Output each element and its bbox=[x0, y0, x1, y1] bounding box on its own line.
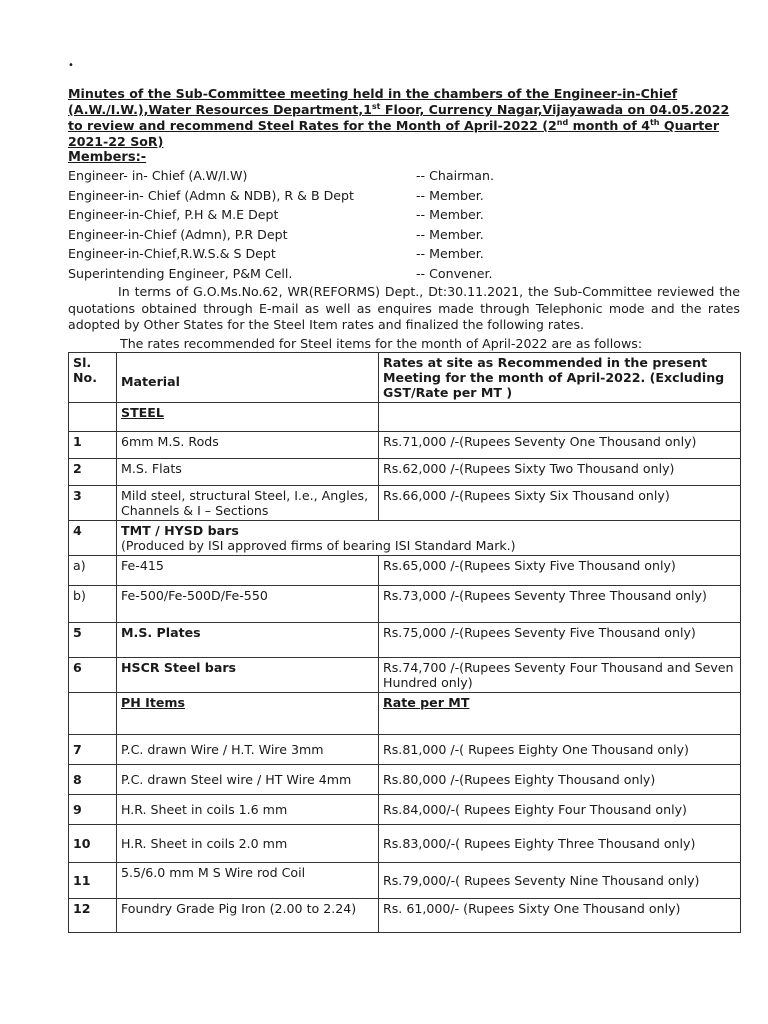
table-header-row bbox=[69, 352, 741, 402]
member-row bbox=[68, 166, 740, 186]
table-row bbox=[69, 898, 741, 932]
table-row bbox=[69, 431, 741, 458]
row-sl: 5 bbox=[69, 622, 117, 657]
row-rate: Rs.83,000/-( Rupees Eighty Three Thousand only) bbox=[379, 824, 741, 862]
steel-section-row bbox=[69, 402, 741, 431]
row-rate: Rs.71,000 /-(Rupees Seventy One Thousand only) bbox=[379, 431, 741, 458]
document-page bbox=[68, 86, 740, 933]
row-sl: 12 bbox=[69, 898, 117, 932]
title-text-1: Minutes of the Sub-Committee meeting held in the chambers of the Engineer-in-Chief (A.W./I.W.),Water Resources Department,1 bbox=[68, 86, 678, 117]
row-material: Fe-500/Fe-500D/Fe-550 bbox=[117, 585, 379, 622]
ph-section-row bbox=[69, 692, 741, 734]
title-sup-3: th bbox=[649, 117, 660, 127]
row-material: H.R. Sheet in coils 2.0 mm bbox=[117, 824, 379, 862]
table-intro: The rates recommended for Steel items for the month of April-2022 are as follows: bbox=[120, 335, 643, 351]
row-sl: 6 bbox=[69, 657, 117, 692]
body-paragraph: In terms of G.O.Ms.No.62, WR(REFORMS) Dept., Dt:30.11.2021, the Sub-Committee reviewed the quotations obtained through E-mail as well as enquires made through Telephonic mode and the rates adopted by Other States for the Steel Item rates and finalized the following rates. bbox=[68, 284, 740, 332]
row-material: H.R. Sheet in coils 1.6 mm bbox=[117, 794, 379, 824]
member-designation: -- Convener. bbox=[416, 265, 493, 281]
member-role: Superintending Engineer, P&M Cell. bbox=[68, 265, 293, 281]
row-material: 5.5/6.0 mm M S Wire rod Coil bbox=[117, 862, 379, 898]
member-role: Engineer-in- Chief (Admn & NDB), R & B Dept bbox=[68, 187, 354, 203]
row-material: HSCR Steel bars bbox=[117, 657, 379, 692]
header-material: Material bbox=[117, 352, 379, 402]
row-material: M.S. Flats bbox=[117, 458, 379, 485]
row-sl: 7 bbox=[69, 734, 117, 764]
title-text-4: Quarter 2021-22 SoR) bbox=[68, 118, 720, 149]
member-designation: -- Member. bbox=[416, 207, 484, 222]
row-rate: Rs.74,700 /-(Rupees Seventy Four Thousand and Seven Hundred only) bbox=[379, 657, 741, 692]
row-sl: 8 bbox=[69, 764, 117, 794]
table-row bbox=[69, 657, 741, 692]
ph-rate-heading: Rate per MT bbox=[379, 692, 741, 734]
row-rate: Rs. 61,000/- (Rupees Sixty One Thousand only) bbox=[379, 898, 741, 932]
row-material: M.S. Plates bbox=[117, 622, 379, 657]
member-designation: -- Member. bbox=[416, 226, 484, 242]
title-sup-2: nd bbox=[556, 117, 569, 127]
row-material: 6mm M.S. Rods bbox=[117, 431, 379, 458]
table-row bbox=[69, 585, 741, 622]
row-rate: Rs.75,000 /-(Rupees Seventy Five Thousand only) bbox=[379, 622, 741, 657]
row-material: Mild steel, structural Steel, I.e., Angles, Channels & I – Sections bbox=[117, 485, 379, 520]
row-sl: 2 bbox=[69, 458, 117, 485]
member-row bbox=[68, 205, 740, 225]
table-row bbox=[69, 824, 741, 862]
row-material: Foundry Grade Pig Iron (2.00 to 2.24) bbox=[117, 898, 379, 932]
member-row bbox=[68, 186, 740, 206]
header-rate: Rates at site as Recommended in the present Meeting for the month of April-2022. (Excluding GST/Rate per MT ) bbox=[379, 352, 741, 402]
row-rate: Rs.73,000 /-(Rupees Seventy Three Thousand only) bbox=[379, 585, 741, 622]
member-row bbox=[68, 225, 740, 245]
table-row bbox=[69, 485, 741, 520]
member-role: Engineer-in-Chief (Admn), P.R Dept bbox=[68, 226, 288, 242]
tmt-bars-cell bbox=[117, 520, 741, 555]
table-row bbox=[69, 764, 741, 794]
row-rate: Rs.80,000 /-(Rupees Eighty Thousand only) bbox=[379, 764, 741, 794]
row-sl: 4 bbox=[69, 520, 117, 555]
row-sl: 3 bbox=[69, 485, 117, 520]
row-rate: Rs.84,000/-( Rupees Eighty Four Thousand only) bbox=[379, 794, 741, 824]
row-sl: 9 bbox=[69, 794, 117, 824]
member-designation: -- Member. bbox=[416, 246, 484, 261]
table-row bbox=[69, 622, 741, 657]
stray-mark: • bbox=[68, 60, 74, 71]
member-role: Engineer- in- Chief (A.W/I.W) bbox=[68, 168, 248, 183]
title-text-2: Floor, Currency Nagar,Vijayawada on 04.05.2022 to review and recommend Steel Rates for the Month of April-2022 (2 bbox=[68, 102, 730, 133]
row-rate: Rs.66,000 /-(Rupees Sixty Six Thousand only) bbox=[379, 485, 741, 520]
row-sl: 10 bbox=[69, 824, 117, 862]
table-row bbox=[69, 794, 741, 824]
table-row bbox=[69, 555, 741, 585]
row-sl: 11 bbox=[69, 862, 117, 898]
row-sl: a) bbox=[69, 555, 117, 585]
members-heading: Members:- bbox=[68, 150, 147, 165]
title-sup-1: st bbox=[371, 101, 381, 111]
row-material: P.C. drawn Wire / H.T. Wire 3mm bbox=[117, 734, 379, 764]
header-sl: Sl. No. bbox=[69, 352, 117, 402]
member-row bbox=[68, 264, 740, 284]
member-row bbox=[68, 244, 740, 264]
table-row bbox=[69, 862, 741, 898]
row-rate: Rs.62,000 /-(Rupees Sixty Two Thousand only) bbox=[379, 458, 741, 485]
row-material: P.C. drawn Steel wire / HT Wire 4mm bbox=[117, 764, 379, 794]
table-row bbox=[69, 458, 741, 485]
row-sl: 1 bbox=[69, 431, 117, 458]
steel-rates-table bbox=[68, 352, 741, 933]
row-rate: Rs.81,000 /-( Rupees Eighty One Thousand only) bbox=[379, 734, 741, 764]
title-text-3: month of 4 bbox=[568, 118, 650, 133]
member-designation: -- Chairman. bbox=[416, 168, 495, 183]
ph-heading: PH Items bbox=[117, 692, 379, 734]
row-material: Fe-415 bbox=[117, 555, 379, 585]
row-rate: Rs.79,000/-( Rupees Seventy Nine Thousand only) bbox=[379, 862, 741, 898]
tmt-bars-note: (Produced by ISI approved firms of bearing ISI Standard Mark.) bbox=[121, 537, 516, 553]
member-role: Engineer-in-Chief, P.H & M.E Dept bbox=[68, 207, 279, 222]
tmt-bars-row bbox=[69, 520, 741, 555]
row-rate: Rs.65,000 /-(Rupees Sixty Five Thousand only) bbox=[379, 555, 741, 585]
row-sl: b) bbox=[69, 585, 117, 622]
table-row bbox=[69, 734, 741, 764]
member-role: Engineer-in-Chief,R.W.S.& S Dept bbox=[68, 246, 276, 261]
members-list bbox=[68, 166, 740, 283]
steel-heading: STEEL bbox=[117, 402, 379, 431]
tmt-bars-title: TMT / HYSD bars bbox=[121, 522, 239, 538]
meeting-title bbox=[68, 86, 740, 150]
member-designation: -- Member. bbox=[416, 187, 484, 203]
